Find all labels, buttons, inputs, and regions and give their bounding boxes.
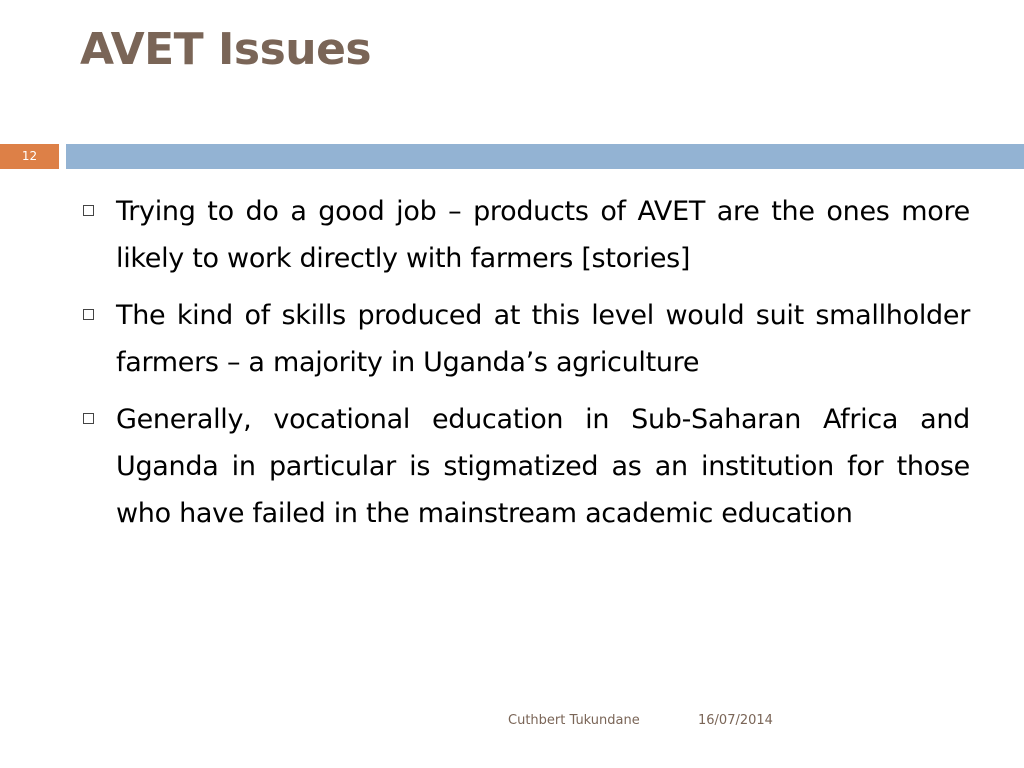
footer-author: Cuthbert Tukundane (508, 713, 640, 728)
bullet-list (80, 188, 970, 547)
bullet-item (80, 188, 970, 282)
bullet-item (80, 396, 970, 537)
bullet-text: Trying to do a good job – products of AVET are the ones more likely to work directly with farmers [stories] (116, 196, 970, 274)
slide-title: AVET Issues (80, 24, 372, 75)
bullet-item (80, 292, 970, 386)
slide-number-badge (0, 144, 59, 169)
hollow-square-icon (83, 309, 94, 320)
bullet-text: The kind of skills produced at this level would suit smallholder farmers – a majority in Uganda’s agriculture (116, 300, 970, 378)
footer-date: 16/07/2014 (698, 713, 773, 728)
slide-number: 12 (21, 149, 38, 163)
accent-bar (66, 144, 1024, 169)
bullet-text: Generally, vocational education in Sub-Saharan Africa and Uganda in particular is stigmatized as an institution for those who have failed in the mainstream academic education (116, 404, 970, 529)
hollow-square-icon (83, 413, 94, 424)
hollow-square-icon (83, 205, 94, 216)
